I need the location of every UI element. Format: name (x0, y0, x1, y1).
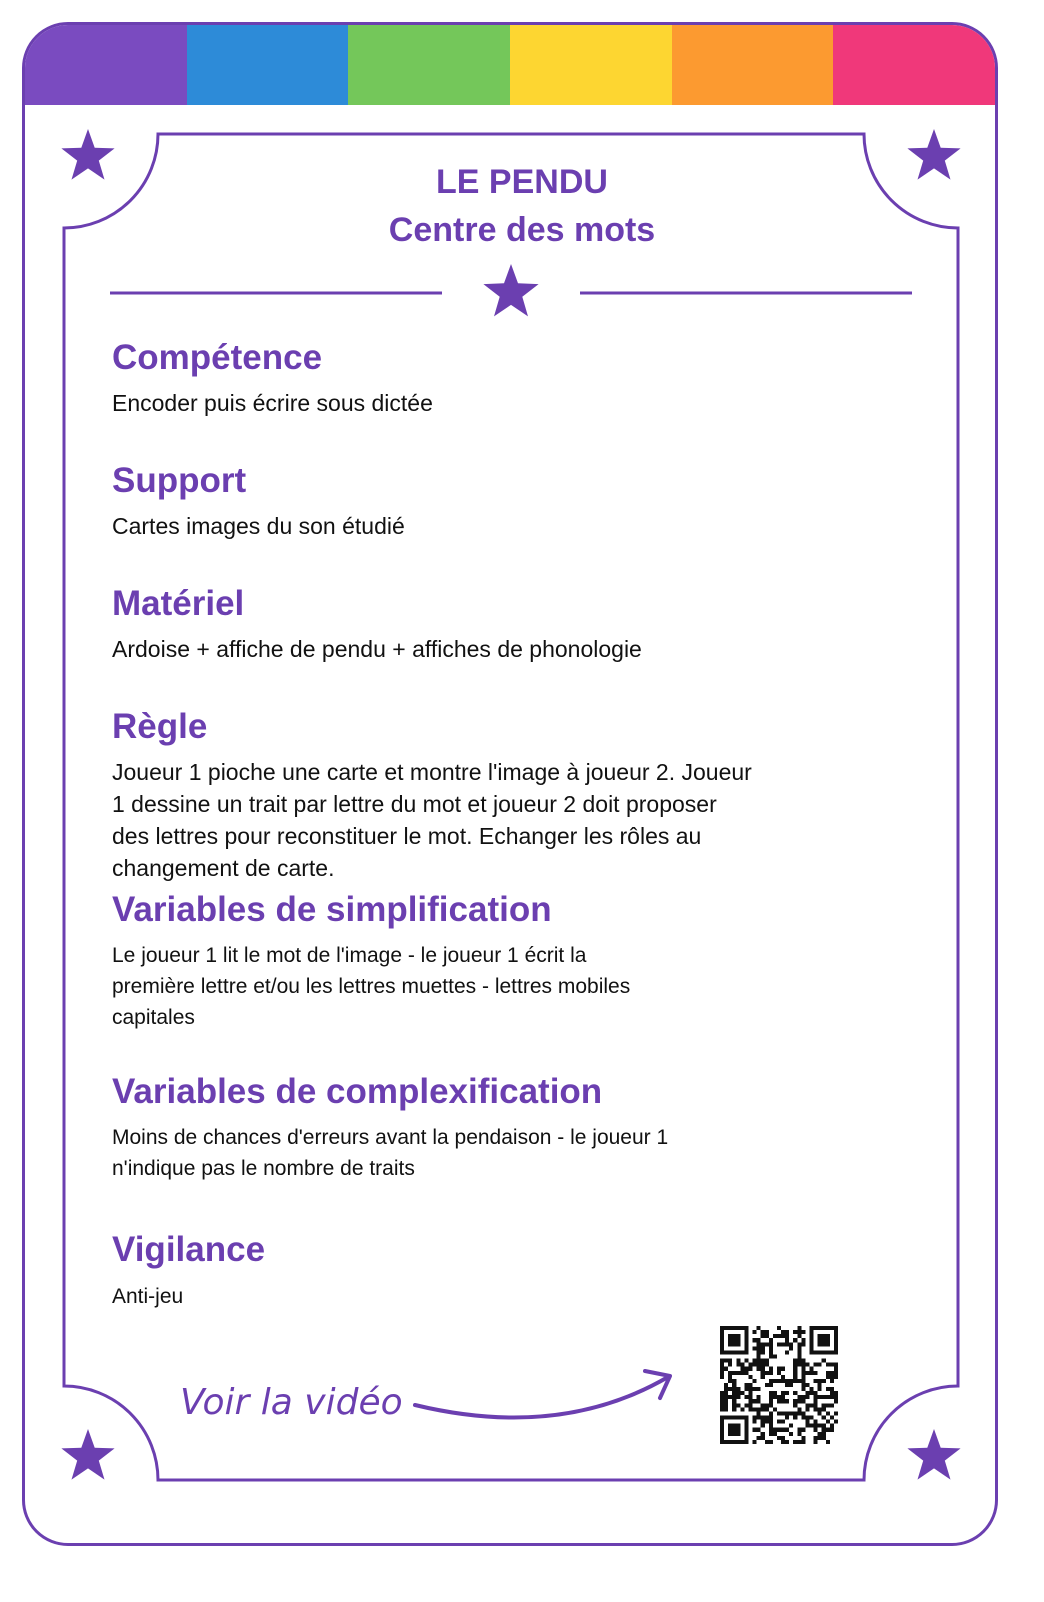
competence-heading: Compétence (112, 338, 323, 377)
text-line: Moins de chances d'erreurs avant la pendaison - le joueur 1 (112, 1126, 669, 1149)
stripe-green (348, 25, 510, 105)
support-heading: Support (112, 461, 247, 500)
regle-heading: Règle (112, 707, 208, 746)
text-line: capitales (112, 1006, 195, 1029)
text-line: des lettres pour reconstituer le mot. Echanger les rôles au (112, 823, 702, 849)
stripe-orange (672, 25, 834, 105)
qr-code-icon[interactable] (720, 1326, 838, 1444)
stripe-yellow (510, 25, 672, 105)
text-line: changement de carte. (112, 855, 335, 881)
stripe-blue (187, 25, 349, 105)
complexification-heading: Variables de complexification (112, 1072, 603, 1111)
simplification-heading: Variables de simplification (112, 890, 552, 929)
card-subtitle: Centre des mots (388, 211, 656, 249)
vigilance-heading: Vigilance (112, 1230, 266, 1269)
stripe-pink (833, 25, 995, 105)
text-line: n'indique pas le nombre de traits (112, 1157, 415, 1180)
materiel-text: Ardoise + affiche de pendu + affiches de phonologie (112, 636, 642, 662)
vigilance-text: Anti-jeu (112, 1285, 184, 1308)
text-line: Joueur 1 pioche une carte et montre l'image à joueur 2. Joueur (112, 759, 752, 785)
competence-text: Encoder puis écrire sous dictée (112, 390, 433, 416)
stripe-purple (25, 25, 187, 105)
text-line: 1 dessine un trait par lettre du mot et joueur 2 doit proposer (112, 791, 717, 817)
materiel-heading: Matériel (112, 584, 245, 623)
rainbow-stripe (25, 25, 995, 105)
video-link[interactable]: Voir la vidéo (180, 1382, 403, 1423)
support-text: Cartes images du son étudié (112, 513, 405, 539)
card-title: LE PENDU (436, 163, 608, 201)
text-line: première lettre et/ou les lettres muettes - lettres mobiles (112, 975, 631, 998)
text-line: Le joueur 1 lit le mot de l'image - le joueur 1 écrit la (112, 944, 587, 967)
